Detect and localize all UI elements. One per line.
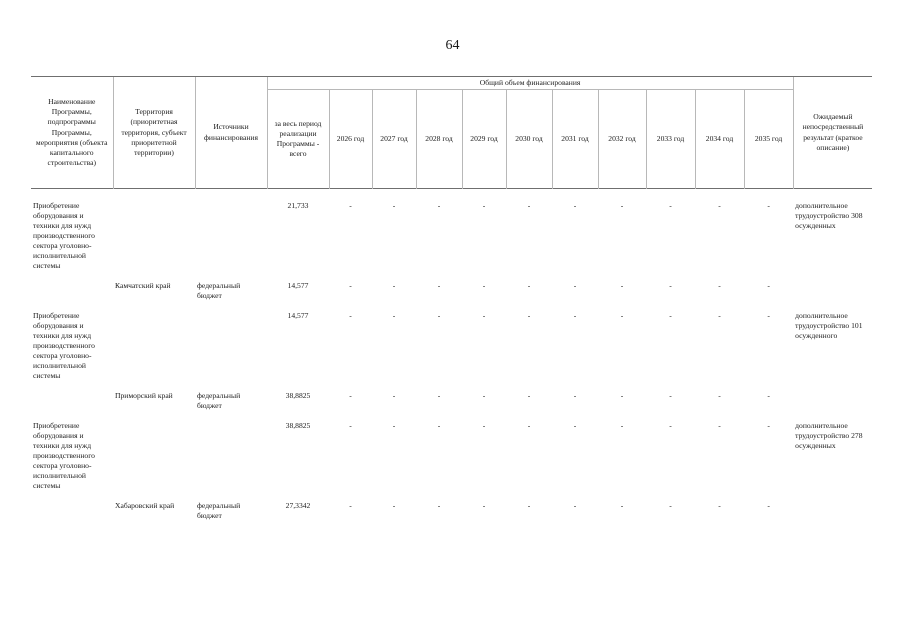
table-row: [31, 309, 872, 389]
row-year-value: -: [573, 421, 577, 431]
row-year-value: -: [718, 311, 721, 321]
row-year-value: -: [437, 281, 441, 291]
row-result: [793, 279, 872, 309]
header-territory: Территория (приоритетная территория, субъект приоритетной территории): [113, 77, 195, 189]
row-name: Приобретение оборудования и техники для нужд производственного сектора уголовно-исполнительной системы: [33, 421, 95, 491]
header-group-financing: Общий объем финансирования: [267, 77, 793, 90]
row-year-value: -: [527, 201, 531, 211]
row-source: [195, 199, 267, 279]
row-year-value: -: [392, 421, 396, 431]
row-name: [31, 499, 113, 523]
row-year-value: -: [620, 501, 624, 511]
header-year: 2035 год: [744, 90, 793, 189]
row-total: 14,577: [287, 281, 309, 291]
row-year-value: -: [767, 201, 770, 211]
header-year: 2029 год: [462, 90, 506, 189]
row-year-value: -: [669, 501, 672, 511]
row-name: [31, 389, 113, 419]
row-total: 38,8825: [285, 421, 311, 431]
row-year-value: -: [620, 311, 624, 321]
row-territory: [113, 199, 195, 279]
row-year-value: -: [718, 391, 721, 401]
table-header: [31, 77, 872, 189]
row-year-value: -: [767, 501, 770, 511]
row-result: [793, 389, 872, 419]
row-year-value: -: [767, 311, 770, 321]
row-territory: [113, 419, 195, 499]
row-year-value: -: [482, 281, 486, 291]
row-total: 38,8825: [285, 391, 311, 401]
row-year-value: -: [573, 501, 577, 511]
row-year-value: -: [620, 201, 624, 211]
row-year-value: -: [392, 281, 396, 291]
row-year-value: -: [718, 281, 721, 291]
row-year-value: -: [573, 391, 577, 401]
row-year-value: -: [669, 311, 672, 321]
row-year-value: -: [349, 311, 352, 321]
row-year-value: -: [767, 421, 770, 431]
row-year-value: -: [620, 391, 624, 401]
row-year-value: -: [437, 311, 441, 321]
page-number: 64: [445, 38, 460, 53]
row-territory: [113, 309, 195, 389]
row-year-value: -: [718, 501, 721, 511]
row-year-value: -: [349, 391, 352, 401]
row-year-value: -: [767, 281, 770, 291]
row-year-value: -: [392, 391, 396, 401]
row-year-value: -: [482, 311, 486, 321]
row-year-value: -: [573, 201, 577, 211]
row-territory: Камчатский край: [115, 281, 171, 291]
row-source: федеральный бюджет: [197, 391, 241, 411]
table-row: [31, 499, 872, 523]
row-year-value: -: [573, 311, 577, 321]
row-year-value: -: [437, 391, 441, 401]
row-year-value: -: [669, 421, 672, 431]
table-row: [31, 279, 872, 309]
row-year-value: -: [620, 281, 624, 291]
row-year-value: -: [527, 281, 531, 291]
header-year: 2033 год: [646, 90, 695, 189]
row-territory: Приморский край: [115, 391, 173, 401]
row-year-value: -: [482, 421, 486, 431]
row-source: федеральный бюджет: [197, 281, 241, 301]
header-year: 2030 год: [506, 90, 552, 189]
row-year-value: -: [669, 281, 672, 291]
row-year-value: -: [437, 501, 441, 511]
row-year-value: -: [482, 391, 486, 401]
header-year: 2034 год: [695, 90, 744, 189]
row-year-value: -: [669, 391, 672, 401]
row-name: Приобретение оборудования и техники для нужд производственного сектора уголовно-исполнительной системы: [33, 311, 95, 381]
table-row: [31, 419, 872, 499]
row-year-value: -: [718, 201, 721, 211]
row-year-value: -: [349, 281, 352, 291]
row-year-value: -: [392, 201, 396, 211]
row-year-value: -: [392, 501, 396, 511]
row-total: 21,733: [287, 201, 309, 211]
row-result: дополнительное трудоустройство 101 осужденного: [795, 311, 863, 341]
row-year-value: -: [669, 201, 672, 211]
row-year-value: -: [349, 201, 352, 211]
row-year-value: -: [482, 201, 486, 211]
row-year-value: -: [527, 501, 531, 511]
table-body: [31, 189, 872, 524]
header-name: Наименование Программы, подпрограммы Программы, мероприятия (объекта капитального строительства): [31, 77, 113, 189]
row-total: 27,3342: [285, 501, 311, 511]
row-year-value: -: [527, 421, 531, 431]
row-year-value: -: [718, 421, 721, 431]
row-source: [195, 309, 267, 389]
financing-table: [31, 76, 872, 523]
table-row: [31, 389, 872, 419]
header-year: 2028 год: [416, 90, 462, 189]
header-total: за весь период реализации Программы - всего: [267, 90, 329, 189]
row-year-value: -: [437, 421, 441, 431]
header-year: 2027 год: [372, 90, 416, 189]
header-year: 2031 год: [552, 90, 598, 189]
row-result: дополнительное трудоустройство 278 осужденных: [795, 421, 863, 451]
header-year: 2026 год: [329, 90, 372, 189]
row-year-value: -: [482, 501, 486, 511]
table-row: [31, 199, 872, 279]
row-year-value: -: [437, 201, 441, 211]
row-year-value: -: [767, 391, 770, 401]
row-year-value: -: [573, 281, 577, 291]
row-result: [793, 499, 872, 523]
row-source: федеральный бюджет: [197, 501, 241, 521]
row-territory: Хабаровский край: [115, 501, 175, 511]
row-total: 14,577: [287, 311, 309, 321]
row-year-value: -: [620, 421, 624, 431]
row-year-value: -: [349, 421, 352, 431]
row-result: дополнительное трудоустройство 308 осужденных: [795, 201, 863, 231]
header-sources: Источники финансирования: [195, 77, 267, 189]
row-year-value: -: [392, 311, 396, 321]
header-result: Ожидаемый непосредственный результат (краткое описание): [793, 77, 872, 189]
row-year-value: -: [527, 391, 531, 401]
row-year-value: -: [527, 311, 531, 321]
header-year: 2032 год: [598, 90, 646, 189]
row-source: [195, 419, 267, 499]
row-name: [31, 279, 113, 309]
row-year-value: -: [349, 501, 352, 511]
row-name: Приобретение оборудования и техники для нужд производственного сектора уголовно-исполнительной системы: [33, 201, 95, 271]
